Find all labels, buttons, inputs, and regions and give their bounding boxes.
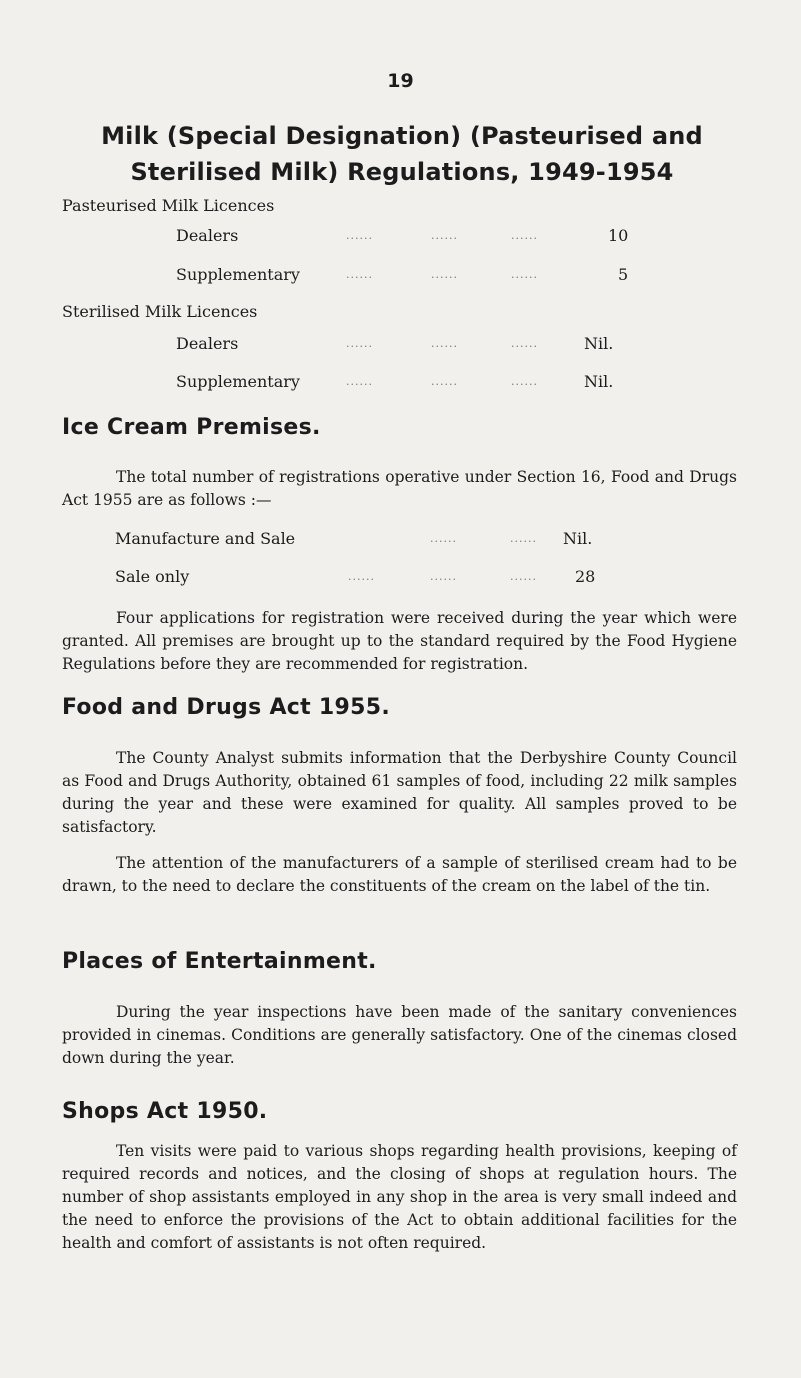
row-value: Nil. xyxy=(563,529,593,548)
entertainment-paragraph: During the year inspections have been made of the sanitary conveniences provided in cinemas. Conditions are generally satisfactory. One of the cinemas closed down during the year. xyxy=(62,1003,737,1067)
row-label: Supplementary xyxy=(176,372,300,391)
ice-cream-intro: The total number of registrations operative under Section 16, Food and Drugs Act 1955 are as follows :— xyxy=(62,468,737,509)
shops-act-heading: Shops Act 1950. xyxy=(62,1099,268,1124)
dot-leader: ...... xyxy=(346,229,373,242)
ice-cream-heading: Ice Cream Premises. xyxy=(62,415,321,440)
row-label: Manufacture and Sale xyxy=(115,529,296,548)
food-drugs-paragraph-1: The County Analyst submits information that the Derbyshire County Council as Food and Drugs Authority, obtained 61 samples of food, including 22 milk samples during the year and these were examined for quality. All samples proved to be satisfactory. xyxy=(62,749,737,836)
shops-act-paragraph: Ten visits were paid to various shops regarding health provisions, keeping of required records and notices, and the closing of shops at regulation hours. The number of shop assistants employed in any shop in the area is very small indeed and the need to enforce the provisions of the Act to obtain additional facilities for the health and comfort of assistants is not often required. xyxy=(62,1142,737,1252)
sterilised-licences-heading: Sterilised Milk Licences xyxy=(62,302,258,321)
milk-regulations-heading: Milk (Special Designation) (Pasteurised and Sterilised Milk) Regulations, 1949-1954 xyxy=(101,122,703,186)
pasteurised-licences-heading: Pasteurised Milk Licences xyxy=(62,196,275,215)
dot-leader: ...... xyxy=(346,337,373,350)
row-label: Supplementary xyxy=(176,265,300,284)
row-label: Dealers xyxy=(176,226,239,245)
dot-leader: ...... xyxy=(431,229,458,242)
row-label: Sale only xyxy=(115,567,190,586)
food-drugs-heading: Food and Drugs Act 1955. xyxy=(62,695,390,720)
row-value: 28 xyxy=(575,567,596,586)
dot-leader: ...... xyxy=(511,375,538,388)
dot-leader: ...... xyxy=(430,532,457,545)
ice-cream-registration-paragraph: Four applications for registration were received during the year which were granted. All premises are brought up to the standard required by the Food Hygiene Regulations before they are recommended for registration. xyxy=(62,609,737,673)
dot-leader: ...... xyxy=(346,268,373,281)
entertainment-heading: Places of Entertainment. xyxy=(62,949,377,974)
row-value: 5 xyxy=(618,265,629,284)
dot-leader: ...... xyxy=(431,337,458,350)
dot-leader: ...... xyxy=(511,268,538,281)
food-drugs-paragraph-2: The attention of the manufacturers of a sample of sterilised cream had to be drawn, to the need to declare the constituents of the cream on the label of the tin. xyxy=(62,854,737,895)
dot-leader: ...... xyxy=(511,229,538,242)
page-number: 19 xyxy=(387,70,414,92)
dot-leader: ...... xyxy=(430,570,457,583)
dot-leader: ...... xyxy=(510,532,537,545)
dot-leader: ...... xyxy=(346,375,373,388)
dot-leader: ...... xyxy=(431,268,458,281)
dot-leader: ...... xyxy=(348,570,375,583)
row-value: Nil. xyxy=(584,372,614,391)
dot-leader: ...... xyxy=(511,337,538,350)
dot-leader: ...... xyxy=(431,375,458,388)
row-value: Nil. xyxy=(584,334,614,353)
row-label: Dealers xyxy=(176,334,239,353)
dot-leader: ...... xyxy=(510,570,537,583)
row-value: 10 xyxy=(608,226,629,245)
